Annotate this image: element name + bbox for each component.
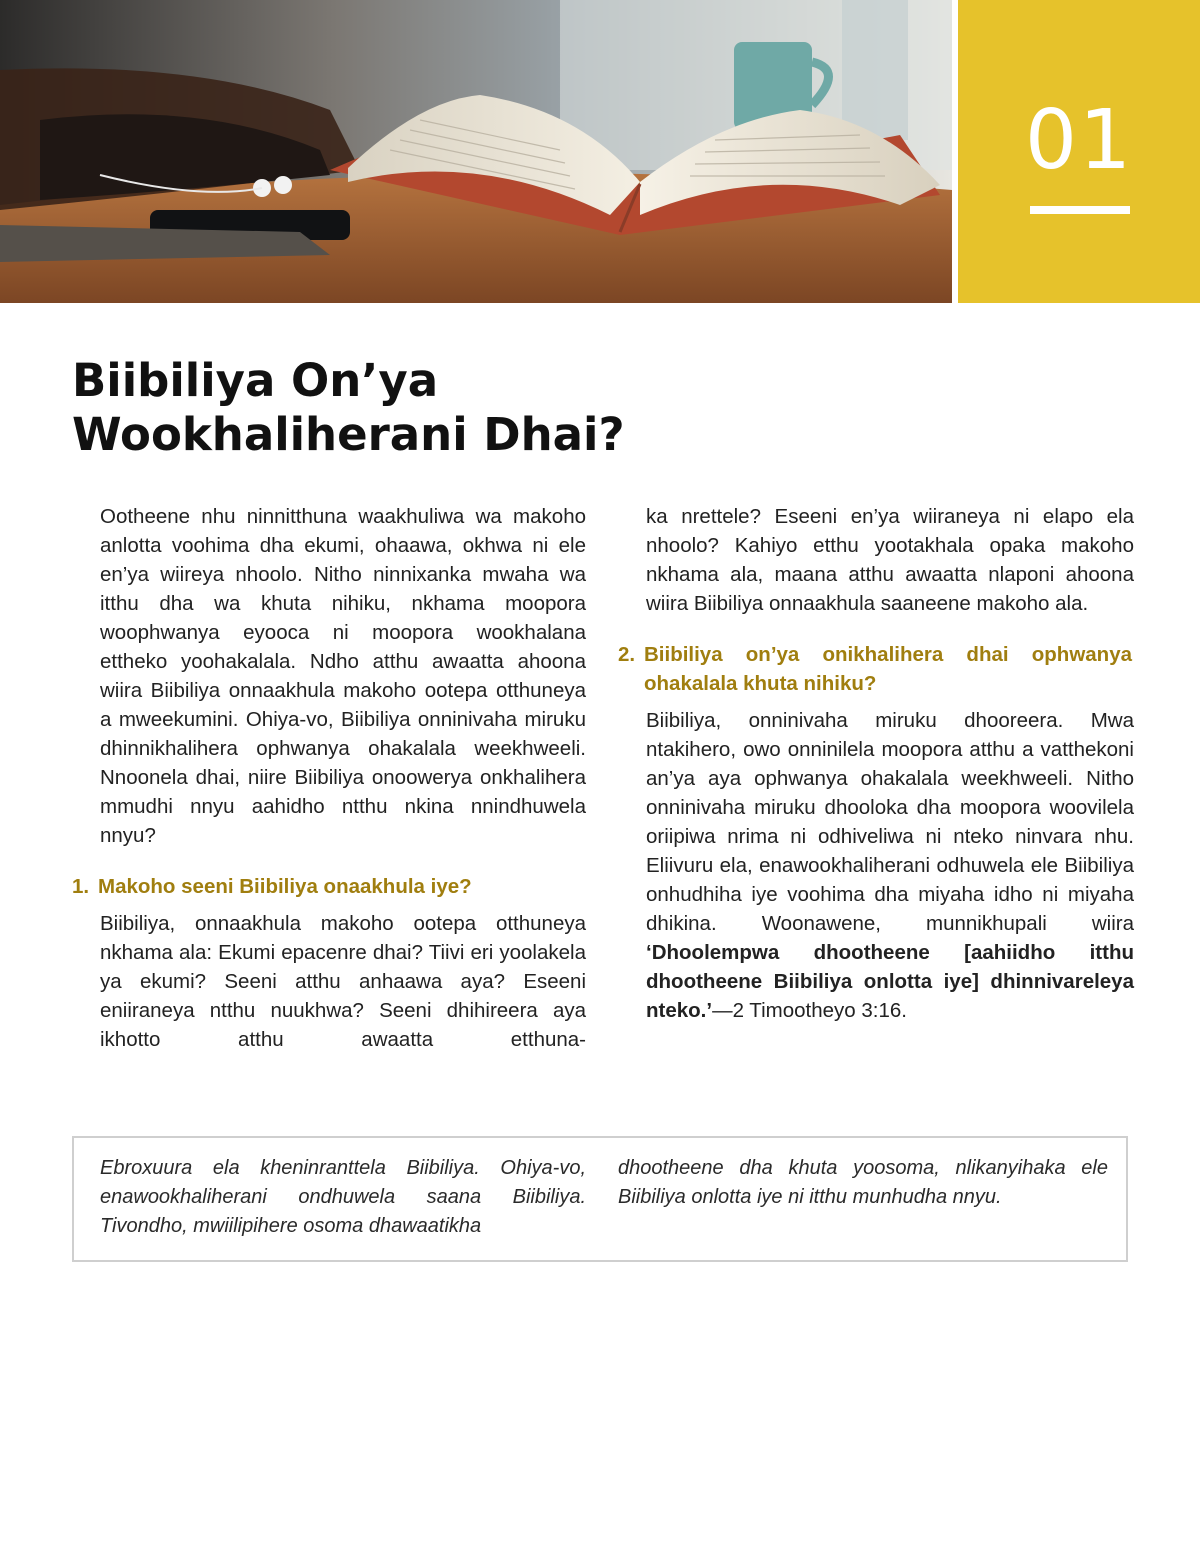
- chapter-badge: [958, 0, 1200, 303]
- question-1-heading: [72, 872, 586, 901]
- question-1-number: 1.: [72, 875, 90, 898]
- page-title: [72, 354, 872, 462]
- title-line-1: Biibiliya On’ya: [72, 354, 439, 407]
- scripture-quote: ‘Dhoolempwa dhootheene [aahiidho itthu dhootheene Biibiliya onlotta iye] dhinnivareleya nteko.’: [646, 941, 1134, 1022]
- question-1-body-part-2: ka nrettele? Eseeni en’ya wiiraneya ni elapo ela nhoolo? Kahiyo etthu yootakhala opaka makoho nkhama ala, maana atthu awaatta nlaponi ahoona wiira Biibiliya onnaakhula saaneene makoho ala.: [646, 505, 1134, 615]
- title-line-2: Wookhaliherani Dhai?: [72, 408, 625, 461]
- note-box: [72, 1136, 1128, 1262]
- intro-paragraph: Ootheene nhu ninnitthuna waakhuliwa wa makoho anlotta voohima dha ekumi, ohaawa, okhwa ni ele en’ya wiireya nhoolo. Nitho ninnixanka mwaha wa itthu dha wa khuta nihiku, nkhama moopora woophwanya eyooca ni moopora wookhalana ettheko yoohakalala. Ndho atthu awaatta ahoona wiira Biibiliya onnaakhula makoho ootepa otthuneya a mweekumini. Ohiya-vo, Biibiliya onninivaha miruku dhinnikhalihera ophwanya ohakalala weekhweeli. Nnoonela dhai, niire Biibiliya onoowerya onkhalihera mmudhi nnyu aahidho ntthu nkina nnindhuwela nnyu?: [100, 505, 586, 847]
- question-1-body-part-1: Biibiliya, onnaakhula makoho ootepa otthuneya nkhama ala: Ekumi epacenre dhai? Tiivi eri yoolakela ya ekumi? Seeni atthu anhaawa aya? Eseeni eniiraneya ntthu nuukhwa? Seeni dhihireera aya ikhotto atthu awaatta etthuna-: [100, 912, 586, 1051]
- question-2-body: [646, 706, 1134, 1025]
- scripture-citation: —2 Timootheyo 3:16.: [712, 999, 907, 1022]
- right-column: [618, 502, 1134, 1025]
- note-text-left: Ebroxuura ela kheninranttela Biibiliya. Ohiya-vo, enawookhaliherani ondhuwela saana Biibiliya. Tivondho, mwiilipihere osoma dhawaatikha: [100, 1157, 586, 1237]
- header-photo: [0, 0, 952, 303]
- note-text-right: dhootheene dha khuta yoosoma, nlikanyihaka ele Biibiliya onlotta iye ni itthu munhudha nnyu.: [618, 1157, 1108, 1208]
- chapter-number: 01: [1024, 93, 1134, 188]
- question-2-body-text: Biibiliya, onninivaha miruku dhooreera. Mwa ntakihero, owo onninilela moopora atthu a vatthekoni an’ya aya ophwanya ohakalala weekhweeli. Nitho onninivaha miruku dhooloka dha moopora woovilela oriipiwa nrima ni odhiveliwa ni nteko ninvara nhu. Eliivuru ela, enawookhaliherani odhuwela ele Biibiliya onhudhiha iye voohima dha miyaha idho ni miyaha dhikina. Woonawene, munnikhupali wiira: [646, 709, 1134, 935]
- question-1-text: Makoho seeni Biibiliya onaakhula iye?: [98, 875, 472, 898]
- question-2-number: 2.: [618, 643, 636, 666]
- chapter-underline: [1030, 206, 1130, 214]
- question-2-text: Biibiliya on’ya onikhalihera dhai ophwanya ohakalala khuta nihiku?: [644, 643, 1132, 695]
- question-2-heading: [618, 640, 1134, 698]
- left-column: [72, 502, 586, 1054]
